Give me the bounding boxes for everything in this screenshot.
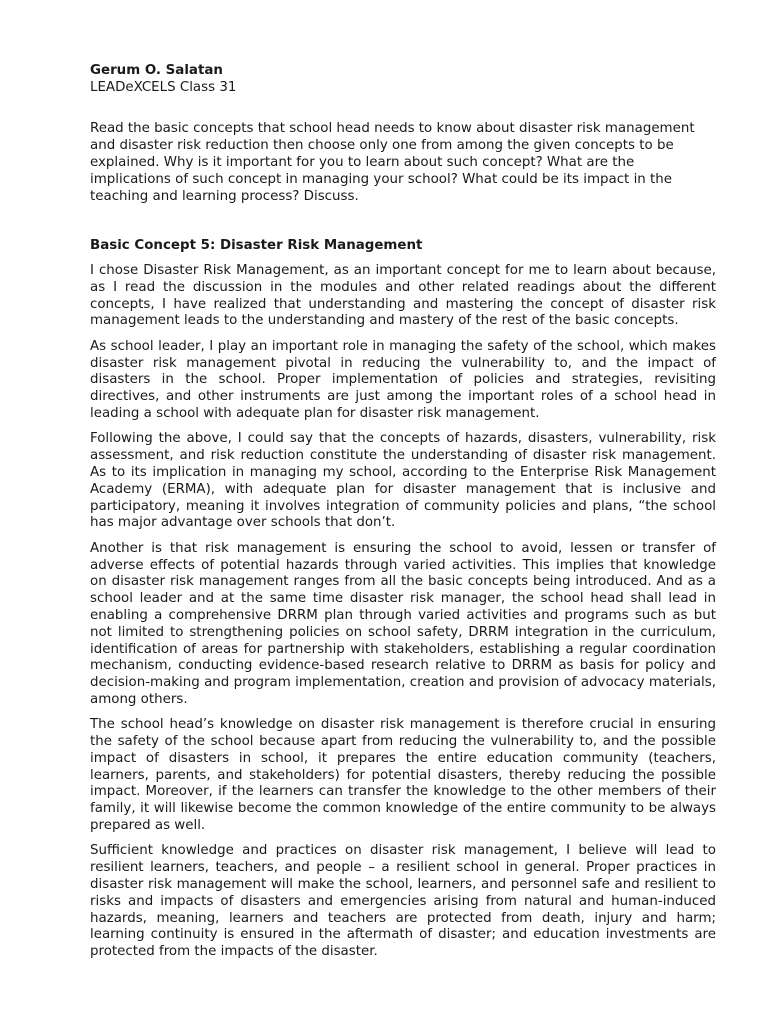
class-name: LEADeXCELS Class 31 xyxy=(90,80,237,95)
section-heading: Basic Concept 5: Disaster Risk Management xyxy=(90,238,423,253)
author-name: Gerum O. Salatan xyxy=(90,63,223,78)
paragraph: Sufficient knowledge and practices on disaster risk management, I believe will lead to resilient learners, teachers, and people – a resilient school in general. Proper practices in disaster risk management will make the school, learners, and personnel safe and resilient to risks and impacts of disasters and emergencies arising from natural and human-induced hazards, meaning, learners and teachers are protected from death, injury and harm; learning continuity is ensured in the aftermath of disaster; and education investments are protected from the impacts of the disaster. xyxy=(90,843,716,960)
paragraph: The school head’s knowledge on disaster risk management is therefore crucial in ensuring the safety of the school because apart from reducing the vulnerability to, and the possible impact of disasters in school, it prepares the entire education community (teachers, learners, parents, and stakeholders) for potential disasters, thereby reducing the possible impact. Moreover, if the learners can transfer the knowledge to the other members of their family, it will likewise become the common knowledge of the entire community to be always prepared as well. xyxy=(90,717,716,834)
assignment-prompt: Read the basic concepts that school head needs to know about disaster risk management and disaster risk reduction then choose only one from among the given concepts to be explained. Why is it important for you to learn about such concept? What are the implications of such concept in managing your school? What could be its impact in the teaching and learning process? Discuss. xyxy=(90,121,695,204)
paragraph: As school leader, I play an important role in managing the safety of the school, which makes disaster risk management pivotal in reducing the vulnerability to, and the impact of disasters in the school. Proper implementation of policies and strategies, revisiting directives, and other instruments are just among the important roles of a school head in leading a school with adequate plan for disaster risk management. xyxy=(90,338,716,421)
paragraph: Another is that risk management is ensuring the school to avoid, lessen or transfer of adverse effects of potential hazards through varied activities. This implies that knowledge on disaster risk management ranges from all the basic concepts being introduced. And as a school leader and at the same time disaster risk manager, the school head shall lead in enabling a comprehensive DRRM plan through varied activities and programs such as but not limited to strengthening policies on school safety, DRRM integration in the curriculum, identification of areas for partnership with stakeholders, establishing a regular coordination mechanism, conducting evidence-based research relative to DRRM as basis for policy and decision-making and program implementation, creation and provision of advocacy materials, among others. xyxy=(90,540,716,707)
paragraph: I chose Disaster Risk Management, as an important concept for me to learn about because, as I read the discussion in the modules and other related readings about the different concepts, I have realized that understanding and mastering the concept of disaster risk management leads to the understanding and mastery of the rest of the basic concepts. xyxy=(90,263,716,329)
paragraph: Following the above, I could say that the concepts of hazards, disasters, vulnerability, risk assessment, and risk reduction constitute the understanding of disaster risk management. As to its implication in managing my school, according to the Enterprise Risk Management Academy (ERMA), with adequate plan for disaster management that is inclusive and participatory, meaning it involves integration of community policies and plans, “the school has major advantage over schools that don’t. xyxy=(90,431,716,531)
